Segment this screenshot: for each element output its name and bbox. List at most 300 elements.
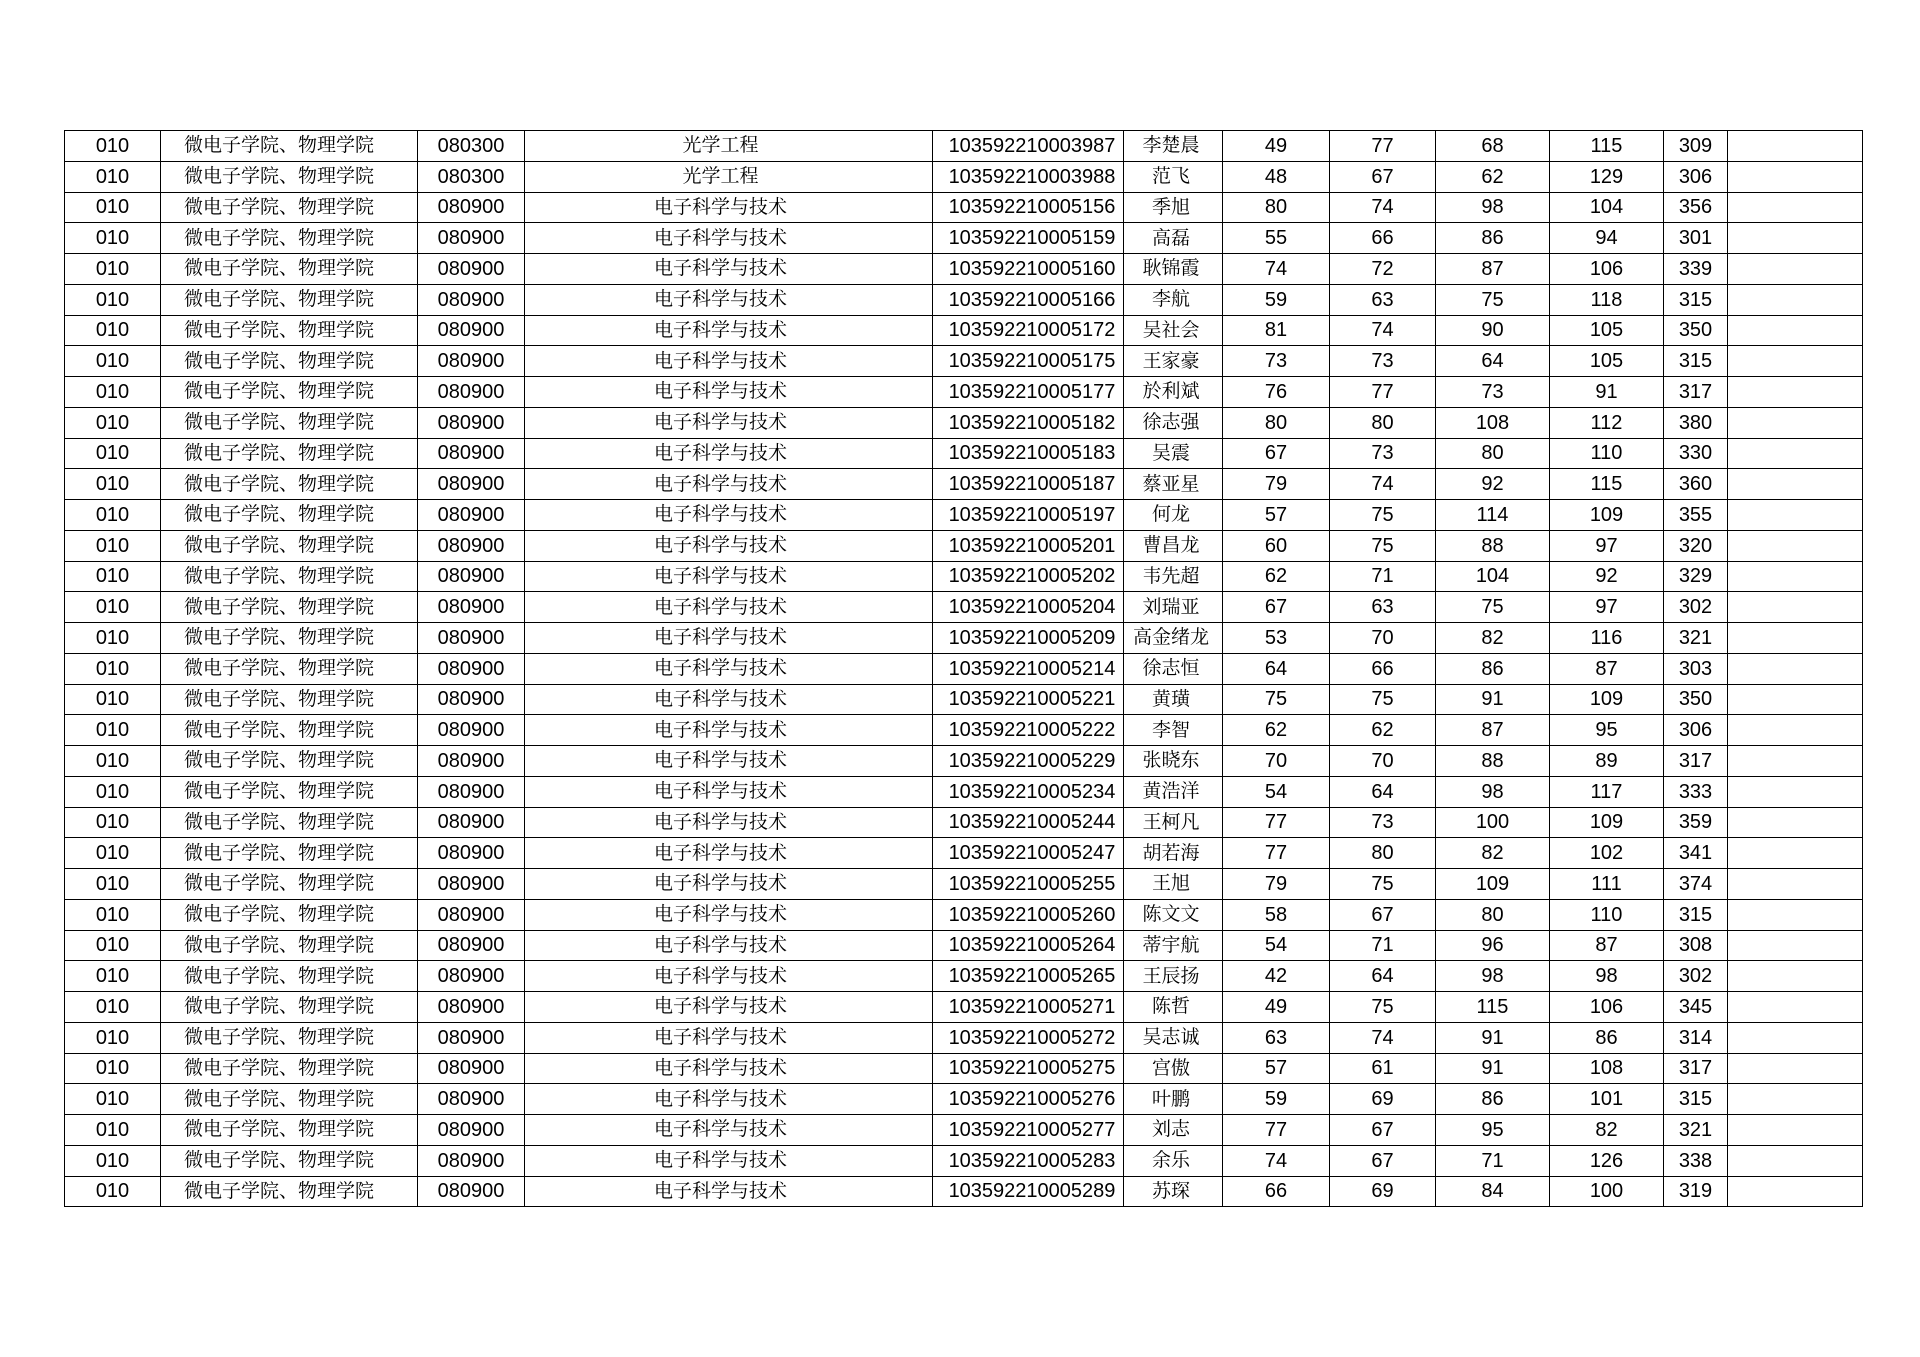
school-name-cell: 微电子学院、物理学院 — [161, 1053, 418, 1084]
remark-cell — [1728, 592, 1863, 623]
major-code-cell: 080900 — [418, 623, 525, 654]
unit-code-cell: 010 — [65, 623, 161, 654]
total-score-cell: 329 — [1664, 561, 1728, 592]
exam-id-cell: 103592210005160 — [933, 254, 1124, 285]
remark-cell — [1728, 346, 1863, 377]
score-3-cell: 86 — [1436, 223, 1550, 254]
student-name-cell: 范飞 — [1124, 161, 1223, 192]
student-name-cell: 李智 — [1124, 715, 1223, 746]
score-4-cell: 126 — [1550, 1145, 1664, 1176]
total-score-cell: 302 — [1664, 961, 1728, 992]
score-4-cell: 109 — [1550, 500, 1664, 531]
score-2-cell: 72 — [1330, 254, 1436, 285]
table-row — [65, 500, 1863, 531]
score-3-cell: 108 — [1436, 407, 1550, 438]
student-name-cell: 叶鹏 — [1124, 1084, 1223, 1115]
major-code-cell: 080900 — [418, 930, 525, 961]
table-row — [65, 776, 1863, 807]
total-score-cell: 350 — [1664, 315, 1728, 346]
score-4-cell: 104 — [1550, 192, 1664, 223]
total-score-cell: 341 — [1664, 838, 1728, 869]
school-name-cell: 微电子学院、物理学院 — [161, 869, 418, 900]
table-row — [65, 653, 1863, 684]
score-4-cell: 102 — [1550, 838, 1664, 869]
major-code-cell: 080900 — [418, 715, 525, 746]
table-row — [65, 1022, 1863, 1053]
table-row — [65, 746, 1863, 777]
school-name-cell: 微电子学院、物理学院 — [161, 161, 418, 192]
major-name-cell: 电子科学与技术 — [525, 1145, 933, 1176]
score-2-cell: 70 — [1330, 746, 1436, 777]
exam-id-cell: 103592210005275 — [933, 1053, 1124, 1084]
major-code-cell: 080300 — [418, 161, 525, 192]
table-row — [65, 192, 1863, 223]
score-3-cell: 62 — [1436, 161, 1550, 192]
remark-cell — [1728, 407, 1863, 438]
major-code-cell: 080900 — [418, 1115, 525, 1146]
total-score-cell: 317 — [1664, 746, 1728, 777]
remark-cell — [1728, 192, 1863, 223]
score-4-cell: 108 — [1550, 1053, 1664, 1084]
table-row — [65, 899, 1863, 930]
total-score-cell: 350 — [1664, 684, 1728, 715]
score-1-cell: 57 — [1223, 1053, 1330, 1084]
school-name-cell: 微电子学院、物理学院 — [161, 407, 418, 438]
major-name-cell: 电子科学与技术 — [525, 1176, 933, 1207]
score-4-cell: 116 — [1550, 623, 1664, 654]
exam-id-cell: 103592210005197 — [933, 500, 1124, 531]
exam-id-cell: 103592210005166 — [933, 284, 1124, 315]
score-2-cell: 73 — [1330, 807, 1436, 838]
student-name-cell: 王辰扬 — [1124, 961, 1223, 992]
exam-id-cell: 103592210005201 — [933, 530, 1124, 561]
school-name-cell: 微电子学院、物理学院 — [161, 131, 418, 162]
major-code-cell: 080900 — [418, 530, 525, 561]
score-2-cell: 63 — [1330, 284, 1436, 315]
unit-code-cell: 010 — [65, 1022, 161, 1053]
major-code-cell: 080900 — [418, 1145, 525, 1176]
exam-id-cell: 103592210005182 — [933, 407, 1124, 438]
score-3-cell: 75 — [1436, 592, 1550, 623]
score-3-cell: 98 — [1436, 961, 1550, 992]
exam-id-cell: 103592210005289 — [933, 1176, 1124, 1207]
student-name-cell: 吴志诚 — [1124, 1022, 1223, 1053]
major-code-cell: 080900 — [418, 315, 525, 346]
school-name-cell: 微电子学院、物理学院 — [161, 838, 418, 869]
score-table — [64, 130, 1863, 1207]
table-row — [65, 838, 1863, 869]
score-2-cell: 74 — [1330, 1022, 1436, 1053]
unit-code-cell: 010 — [65, 1115, 161, 1146]
unit-code-cell: 010 — [65, 315, 161, 346]
score-2-cell: 74 — [1330, 469, 1436, 500]
remark-cell — [1728, 1176, 1863, 1207]
school-name-cell: 微电子学院、物理学院 — [161, 592, 418, 623]
total-score-cell: 345 — [1664, 992, 1728, 1023]
score-2-cell: 64 — [1330, 961, 1436, 992]
unit-code-cell: 010 — [65, 992, 161, 1023]
score-4-cell: 115 — [1550, 469, 1664, 500]
student-name-cell: 韦先超 — [1124, 561, 1223, 592]
score-4-cell: 110 — [1550, 899, 1664, 930]
total-score-cell: 302 — [1664, 592, 1728, 623]
remark-cell — [1728, 131, 1863, 162]
major-name-cell: 电子科学与技术 — [525, 377, 933, 408]
total-score-cell: 333 — [1664, 776, 1728, 807]
score-1-cell: 77 — [1223, 838, 1330, 869]
score-3-cell: 86 — [1436, 1084, 1550, 1115]
student-name-cell: 宫傲 — [1124, 1053, 1223, 1084]
remark-cell — [1728, 992, 1863, 1023]
total-score-cell: 306 — [1664, 161, 1728, 192]
unit-code-cell: 010 — [65, 254, 161, 285]
remark-cell — [1728, 1145, 1863, 1176]
major-code-cell: 080900 — [418, 561, 525, 592]
score-1-cell: 80 — [1223, 192, 1330, 223]
score-4-cell: 105 — [1550, 346, 1664, 377]
score-3-cell: 73 — [1436, 377, 1550, 408]
exam-id-cell: 103592210005209 — [933, 623, 1124, 654]
score-1-cell: 77 — [1223, 1115, 1330, 1146]
remark-cell — [1728, 684, 1863, 715]
table-row — [65, 1053, 1863, 1084]
major-name-cell: 电子科学与技术 — [525, 1053, 933, 1084]
score-1-cell: 81 — [1223, 315, 1330, 346]
student-name-cell: 王旭 — [1124, 869, 1223, 900]
table-row — [65, 407, 1863, 438]
score-2-cell: 63 — [1330, 592, 1436, 623]
school-name-cell: 微电子学院、物理学院 — [161, 500, 418, 531]
unit-code-cell: 010 — [65, 930, 161, 961]
score-4-cell: 112 — [1550, 407, 1664, 438]
school-name-cell: 微电子学院、物理学院 — [161, 346, 418, 377]
remark-cell — [1728, 530, 1863, 561]
major-code-cell: 080900 — [418, 592, 525, 623]
school-name-cell: 微电子学院、物理学院 — [161, 284, 418, 315]
table-row — [65, 992, 1863, 1023]
student-name-cell: 王柯凡 — [1124, 807, 1223, 838]
exam-id-cell: 103592210005214 — [933, 653, 1124, 684]
score-1-cell: 64 — [1223, 653, 1330, 684]
unit-code-cell: 010 — [65, 1145, 161, 1176]
total-score-cell: 321 — [1664, 623, 1728, 654]
unit-code-cell: 010 — [65, 161, 161, 192]
table-row — [65, 715, 1863, 746]
table-row — [65, 161, 1863, 192]
unit-code-cell: 010 — [65, 592, 161, 623]
remark-cell — [1728, 715, 1863, 746]
remark-cell — [1728, 1053, 1863, 1084]
total-score-cell: 359 — [1664, 807, 1728, 838]
score-4-cell: 82 — [1550, 1115, 1664, 1146]
score-2-cell: 75 — [1330, 992, 1436, 1023]
remark-cell — [1728, 653, 1863, 684]
major-name-cell: 电子科学与技术 — [525, 992, 933, 1023]
remark-cell — [1728, 776, 1863, 807]
total-score-cell: 360 — [1664, 469, 1728, 500]
major-name-cell: 电子科学与技术 — [525, 869, 933, 900]
score-3-cell: 100 — [1436, 807, 1550, 838]
total-score-cell: 315 — [1664, 346, 1728, 377]
score-3-cell: 96 — [1436, 930, 1550, 961]
remark-cell — [1728, 161, 1863, 192]
unit-code-cell: 010 — [65, 715, 161, 746]
exam-id-cell: 103592210005247 — [933, 838, 1124, 869]
total-score-cell: 319 — [1664, 1176, 1728, 1207]
school-name-cell: 微电子学院、物理学院 — [161, 1084, 418, 1115]
score-3-cell: 114 — [1436, 500, 1550, 531]
score-table-body — [65, 131, 1863, 1207]
score-4-cell: 118 — [1550, 284, 1664, 315]
student-name-cell: 蔡亚星 — [1124, 469, 1223, 500]
school-name-cell: 微电子学院、物理学院 — [161, 1115, 418, 1146]
school-name-cell: 微电子学院、物理学院 — [161, 315, 418, 346]
score-2-cell: 66 — [1330, 653, 1436, 684]
remark-cell — [1728, 623, 1863, 654]
major-name-cell: 电子科学与技术 — [525, 315, 933, 346]
table-row — [65, 1115, 1863, 1146]
score-4-cell: 110 — [1550, 438, 1664, 469]
total-score-cell: 356 — [1664, 192, 1728, 223]
score-2-cell: 69 — [1330, 1084, 1436, 1115]
total-score-cell: 330 — [1664, 438, 1728, 469]
exam-id-cell: 103592210003988 — [933, 161, 1124, 192]
table-row — [65, 592, 1863, 623]
remark-cell — [1728, 254, 1863, 285]
major-code-cell: 080900 — [418, 1084, 525, 1115]
score-1-cell: 73 — [1223, 346, 1330, 377]
exam-id-cell: 103592210005172 — [933, 315, 1124, 346]
major-code-cell: 080900 — [418, 223, 525, 254]
score-1-cell: 80 — [1223, 407, 1330, 438]
student-name-cell: 陈哲 — [1124, 992, 1223, 1023]
remark-cell — [1728, 438, 1863, 469]
score-2-cell: 75 — [1330, 684, 1436, 715]
student-name-cell: 苏琛 — [1124, 1176, 1223, 1207]
score-2-cell: 69 — [1330, 1176, 1436, 1207]
student-name-cell: 於利斌 — [1124, 377, 1223, 408]
total-score-cell: 303 — [1664, 653, 1728, 684]
exam-id-cell: 103592210005276 — [933, 1084, 1124, 1115]
major-code-cell: 080900 — [418, 407, 525, 438]
major-code-cell: 080900 — [418, 653, 525, 684]
total-score-cell: 314 — [1664, 1022, 1728, 1053]
table-row — [65, 869, 1863, 900]
score-1-cell: 77 — [1223, 807, 1330, 838]
score-3-cell: 98 — [1436, 776, 1550, 807]
unit-code-cell: 010 — [65, 561, 161, 592]
unit-code-cell: 010 — [65, 838, 161, 869]
score-2-cell: 61 — [1330, 1053, 1436, 1084]
score-3-cell: 82 — [1436, 838, 1550, 869]
student-name-cell: 徐志恒 — [1124, 653, 1223, 684]
unit-code-cell: 010 — [65, 469, 161, 500]
score-3-cell: 91 — [1436, 684, 1550, 715]
remark-cell — [1728, 807, 1863, 838]
major-code-cell: 080900 — [418, 746, 525, 777]
score-1-cell: 58 — [1223, 899, 1330, 930]
table-row — [65, 1145, 1863, 1176]
score-1-cell: 59 — [1223, 1084, 1330, 1115]
score-4-cell: 106 — [1550, 992, 1664, 1023]
student-name-cell: 季旭 — [1124, 192, 1223, 223]
major-code-cell: 080900 — [418, 192, 525, 223]
score-3-cell: 68 — [1436, 131, 1550, 162]
exam-id-cell: 103592210005221 — [933, 684, 1124, 715]
table-row — [65, 623, 1863, 654]
score-2-cell: 74 — [1330, 192, 1436, 223]
exam-id-cell: 103592210005234 — [933, 776, 1124, 807]
score-1-cell: 53 — [1223, 623, 1330, 654]
major-name-cell: 电子科学与技术 — [525, 284, 933, 315]
school-name-cell: 微电子学院、物理学院 — [161, 254, 418, 285]
score-2-cell: 77 — [1330, 377, 1436, 408]
total-score-cell: 315 — [1664, 1084, 1728, 1115]
major-code-cell: 080900 — [418, 838, 525, 869]
major-name-cell: 电子科学与技术 — [525, 653, 933, 684]
score-1-cell: 59 — [1223, 284, 1330, 315]
score-2-cell: 67 — [1330, 1115, 1436, 1146]
school-name-cell: 微电子学院、物理学院 — [161, 530, 418, 561]
remark-cell — [1728, 838, 1863, 869]
score-3-cell: 64 — [1436, 346, 1550, 377]
score-1-cell: 54 — [1223, 930, 1330, 961]
score-1-cell: 67 — [1223, 592, 1330, 623]
major-name-cell: 电子科学与技术 — [525, 807, 933, 838]
major-code-cell: 080900 — [418, 869, 525, 900]
score-1-cell: 74 — [1223, 254, 1330, 285]
student-name-cell: 黄浩洋 — [1124, 776, 1223, 807]
score-3-cell: 104 — [1436, 561, 1550, 592]
school-name-cell: 微电子学院、物理学院 — [161, 1176, 418, 1207]
remark-cell — [1728, 469, 1863, 500]
score-3-cell: 82 — [1436, 623, 1550, 654]
major-name-cell: 电子科学与技术 — [525, 746, 933, 777]
score-4-cell: 97 — [1550, 530, 1664, 561]
score-1-cell: 70 — [1223, 746, 1330, 777]
score-1-cell: 76 — [1223, 377, 1330, 408]
exam-id-cell: 103592210005271 — [933, 992, 1124, 1023]
exam-id-cell: 103592210005202 — [933, 561, 1124, 592]
score-1-cell: 55 — [1223, 223, 1330, 254]
school-name-cell: 微电子学院、物理学院 — [161, 715, 418, 746]
school-name-cell: 微电子学院、物理学院 — [161, 807, 418, 838]
exam-id-cell: 103592210005159 — [933, 223, 1124, 254]
score-3-cell: 88 — [1436, 530, 1550, 561]
student-name-cell: 胡若海 — [1124, 838, 1223, 869]
school-name-cell: 微电子学院、物理学院 — [161, 746, 418, 777]
score-3-cell: 92 — [1436, 469, 1550, 500]
score-3-cell: 71 — [1436, 1145, 1550, 1176]
score-4-cell: 115 — [1550, 131, 1664, 162]
table-row — [65, 1176, 1863, 1207]
unit-code-cell: 010 — [65, 653, 161, 684]
total-score-cell: 317 — [1664, 377, 1728, 408]
student-name-cell: 张晓东 — [1124, 746, 1223, 777]
score-4-cell: 87 — [1550, 653, 1664, 684]
score-2-cell: 75 — [1330, 530, 1436, 561]
major-name-cell: 电子科学与技术 — [525, 500, 933, 531]
score-2-cell: 74 — [1330, 315, 1436, 346]
remark-cell — [1728, 561, 1863, 592]
unit-code-cell: 010 — [65, 1176, 161, 1207]
unit-code-cell: 010 — [65, 223, 161, 254]
exam-id-cell: 103592210005183 — [933, 438, 1124, 469]
table-row — [65, 315, 1863, 346]
score-1-cell: 60 — [1223, 530, 1330, 561]
score-4-cell: 92 — [1550, 561, 1664, 592]
student-name-cell: 刘瑞亚 — [1124, 592, 1223, 623]
remark-cell — [1728, 1115, 1863, 1146]
school-name-cell: 微电子学院、物理学院 — [161, 1145, 418, 1176]
remark-cell — [1728, 1084, 1863, 1115]
major-code-cell: 080900 — [418, 992, 525, 1023]
remark-cell — [1728, 961, 1863, 992]
score-4-cell: 111 — [1550, 869, 1664, 900]
score-3-cell: 87 — [1436, 254, 1550, 285]
major-name-cell: 电子科学与技术 — [525, 346, 933, 377]
school-name-cell: 微电子学院、物理学院 — [161, 684, 418, 715]
total-score-cell: 320 — [1664, 530, 1728, 561]
major-name-cell: 电子科学与技术 — [525, 930, 933, 961]
major-name-cell: 电子科学与技术 — [525, 407, 933, 438]
major-code-cell: 080900 — [418, 469, 525, 500]
school-name-cell: 微电子学院、物理学院 — [161, 223, 418, 254]
unit-code-cell: 010 — [65, 776, 161, 807]
score-3-cell: 115 — [1436, 992, 1550, 1023]
major-code-cell: 080900 — [418, 254, 525, 285]
exam-id-cell: 103592210005260 — [933, 899, 1124, 930]
score-2-cell: 67 — [1330, 899, 1436, 930]
total-score-cell: 380 — [1664, 407, 1728, 438]
table-row — [65, 131, 1863, 162]
major-name-cell: 电子科学与技术 — [525, 838, 933, 869]
table-row — [65, 469, 1863, 500]
total-score-cell: 339 — [1664, 254, 1728, 285]
score-2-cell: 71 — [1330, 561, 1436, 592]
major-code-cell: 080900 — [418, 377, 525, 408]
exam-id-cell: 103592210005283 — [933, 1145, 1124, 1176]
exam-id-cell: 103592210005272 — [933, 1022, 1124, 1053]
school-name-cell: 微电子学院、物理学院 — [161, 992, 418, 1023]
total-score-cell: 315 — [1664, 284, 1728, 315]
remark-cell — [1728, 223, 1863, 254]
table-row — [65, 254, 1863, 285]
score-3-cell: 90 — [1436, 315, 1550, 346]
unit-code-cell: 010 — [65, 131, 161, 162]
unit-code-cell: 010 — [65, 346, 161, 377]
remark-cell — [1728, 284, 1863, 315]
score-2-cell: 70 — [1330, 623, 1436, 654]
major-name-cell: 电子科学与技术 — [525, 1115, 933, 1146]
unit-code-cell: 010 — [65, 899, 161, 930]
table-row — [65, 377, 1863, 408]
remark-cell — [1728, 377, 1863, 408]
score-4-cell: 91 — [1550, 377, 1664, 408]
exam-id-cell: 103592210005244 — [933, 807, 1124, 838]
score-1-cell: 57 — [1223, 500, 1330, 531]
major-name-cell: 电子科学与技术 — [525, 1084, 933, 1115]
exam-id-cell: 103592210005265 — [933, 961, 1124, 992]
total-score-cell: 315 — [1664, 899, 1728, 930]
school-name-cell: 微电子学院、物理学院 — [161, 438, 418, 469]
score-4-cell: 89 — [1550, 746, 1664, 777]
exam-id-cell: 103592210005156 — [933, 192, 1124, 223]
exam-id-cell: 103592210005277 — [933, 1115, 1124, 1146]
score-3-cell: 98 — [1436, 192, 1550, 223]
exam-id-cell: 103592210005264 — [933, 930, 1124, 961]
major-name-cell: 电子科学与技术 — [525, 1022, 933, 1053]
